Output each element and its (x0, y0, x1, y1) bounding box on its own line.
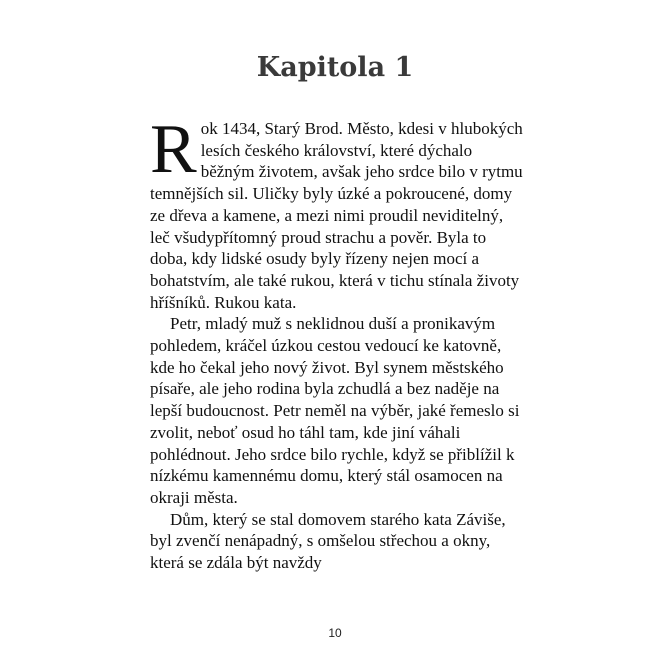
paragraph-3: Dům, který se stal domovem starého kata Záviše, byl zvenčí nenápadný, s omšelou střechou a okny, která se zdála být navždy (150, 509, 506, 573)
chapter-body (150, 111, 526, 574)
paragraph-1 (150, 111, 526, 313)
drop-cap: R (150, 111, 197, 188)
chapter-title: Kapitola 1 (256, 52, 414, 83)
page-number: 10 (328, 626, 342, 640)
paragraph-2: Petr, mladý muž s neklidnou duší a pronikavým pohledem, kráčel úzkou cestou vedoucí ke katovně, kde ho čekal jeho nový život. Byl synem městského písaře, ale jeho rodina byla zchudlá a bez naděje na lepší budoucnost. Petr neměl na výběr, jaké řemeslo si zvolit, neboť osud ho táhl tam, kde jiní váhali pohlédnout. Jeho srdce bilo rychle, když se přiblížil k nízkému kamennému domu, který stál osamocen na okraji města. (150, 314, 520, 507)
paragraph-1-text: ok 1434, Starý Brod. Město, kdesi v hlubokých lesích českého království, které dýchalo běžným životem, avšak jeho srdce bilo v rytmu temnějších sil. Uličky byly úzké a pokroucené, domy ze dřeva a kamene, a mezi nimi proudil neviditelný, leč všudypřítomný proud strachu a pověr. Byla to doba, kdy lidské osudy byly řízeny nejen mocí a bohatstvím, ale také rukou, která v tichu stínala životy hříšníků. Rukou kata. (150, 119, 523, 312)
